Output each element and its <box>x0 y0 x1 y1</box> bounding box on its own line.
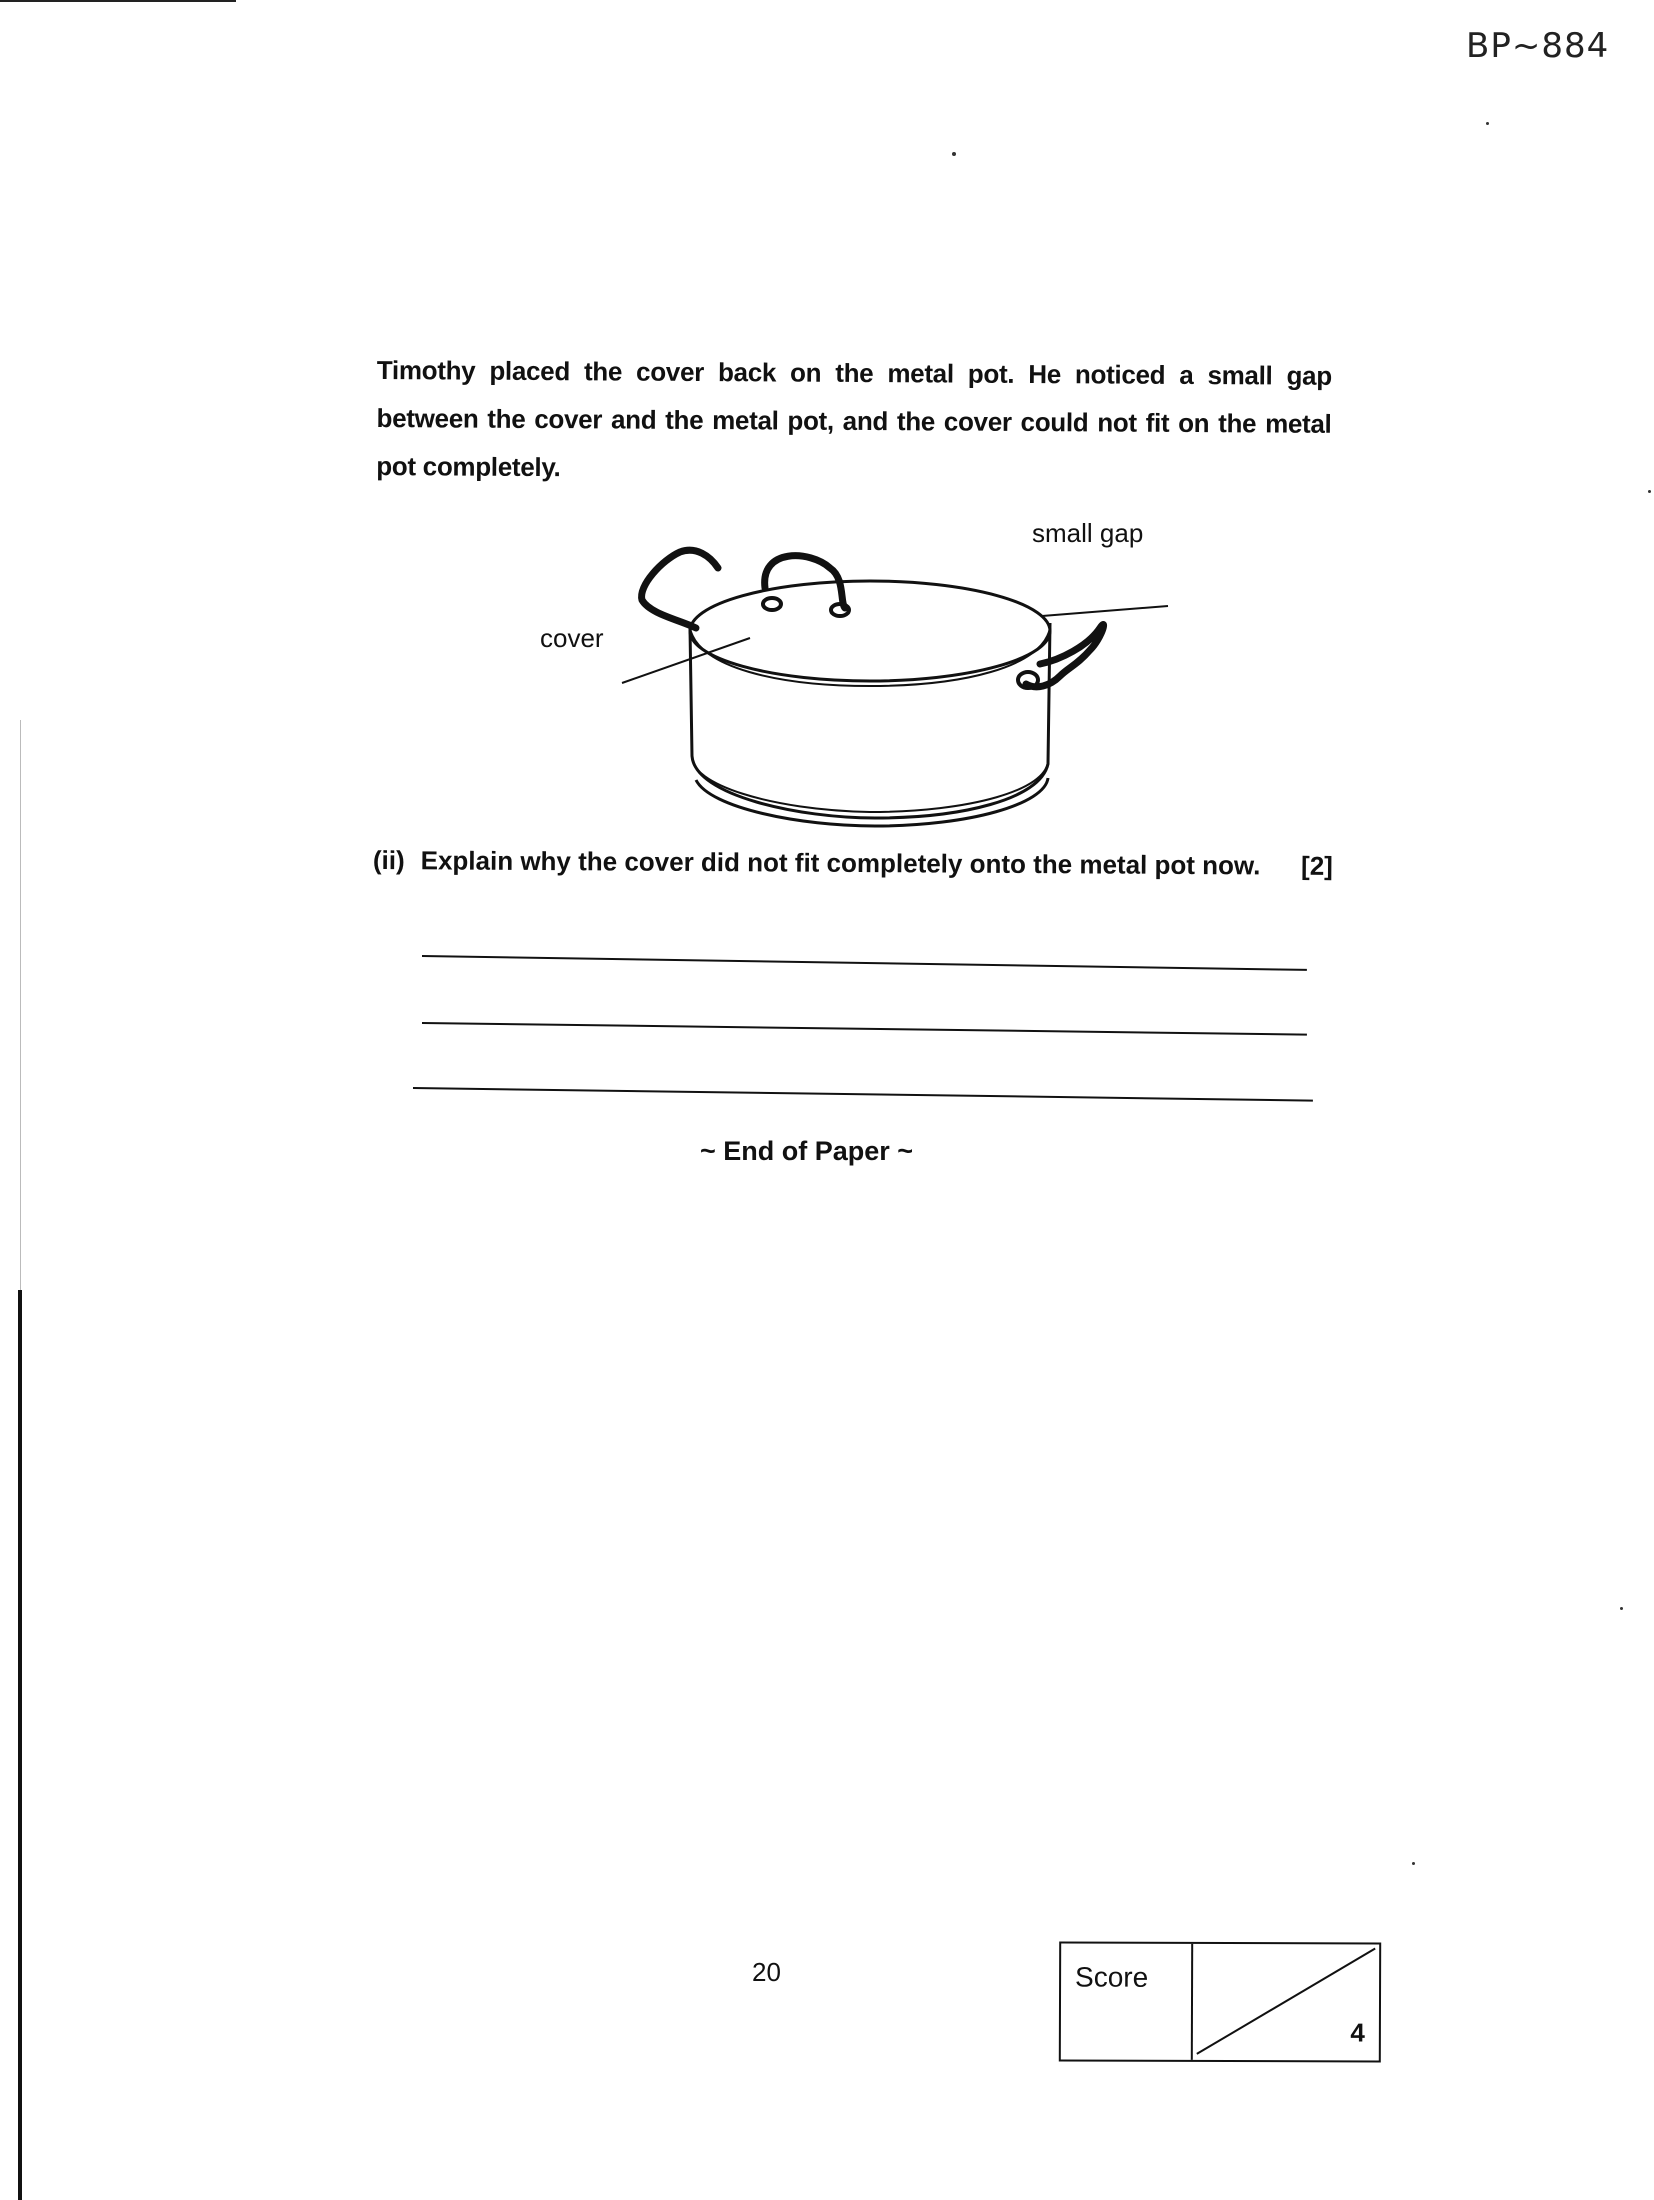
answer-line-3[interactable] <box>413 1087 1313 1102</box>
top-rule <box>0 0 236 2</box>
pot-cover <box>690 581 1050 681</box>
document-code: BP~884 <box>1466 26 1610 66</box>
question-intro-text: Timothy placed the cover back on the metal pot. He noticed a small gap between the cover and the metal pot, and the cover could not fit on the metal pot completely. <box>376 354 1332 483</box>
end-of-paper: ~ End of Paper ~ <box>700 1136 914 1166</box>
cover-label: cover <box>540 623 604 653</box>
question-marks: [2] <box>1301 850 1333 881</box>
scan-speck <box>1412 1862 1415 1865</box>
answer-line-1[interactable] <box>422 955 1307 971</box>
question-number: (ii) <box>372 845 405 876</box>
page-number: 20 <box>752 1957 781 1987</box>
scan-speck <box>952 152 956 156</box>
scan-edge-faint <box>20 720 21 1290</box>
score-max: 4 <box>1350 2017 1365 2048</box>
scan-edge <box>18 1290 22 2200</box>
answer-line-2[interactable] <box>422 1022 1307 1036</box>
question-ii <box>373 845 1333 882</box>
small-gap-leader <box>1042 606 1168 616</box>
scan-speck <box>1648 490 1651 493</box>
score-box <box>1059 1941 1381 2062</box>
metal-pot-illustration <box>540 528 1170 828</box>
score-value-cell[interactable] <box>1193 1944 1379 2061</box>
question-text: Explain why the cover did not fit completely onto the metal pot now. <box>420 845 1261 881</box>
pot-figure <box>540 518 1170 828</box>
score-label: Score <box>1075 1961 1149 1993</box>
scan-speck <box>1486 122 1489 125</box>
score-label-cell <box>1061 1943 1193 2059</box>
scan-speck <box>1620 1607 1623 1610</box>
small-gap-label: small gap <box>1032 518 1144 548</box>
